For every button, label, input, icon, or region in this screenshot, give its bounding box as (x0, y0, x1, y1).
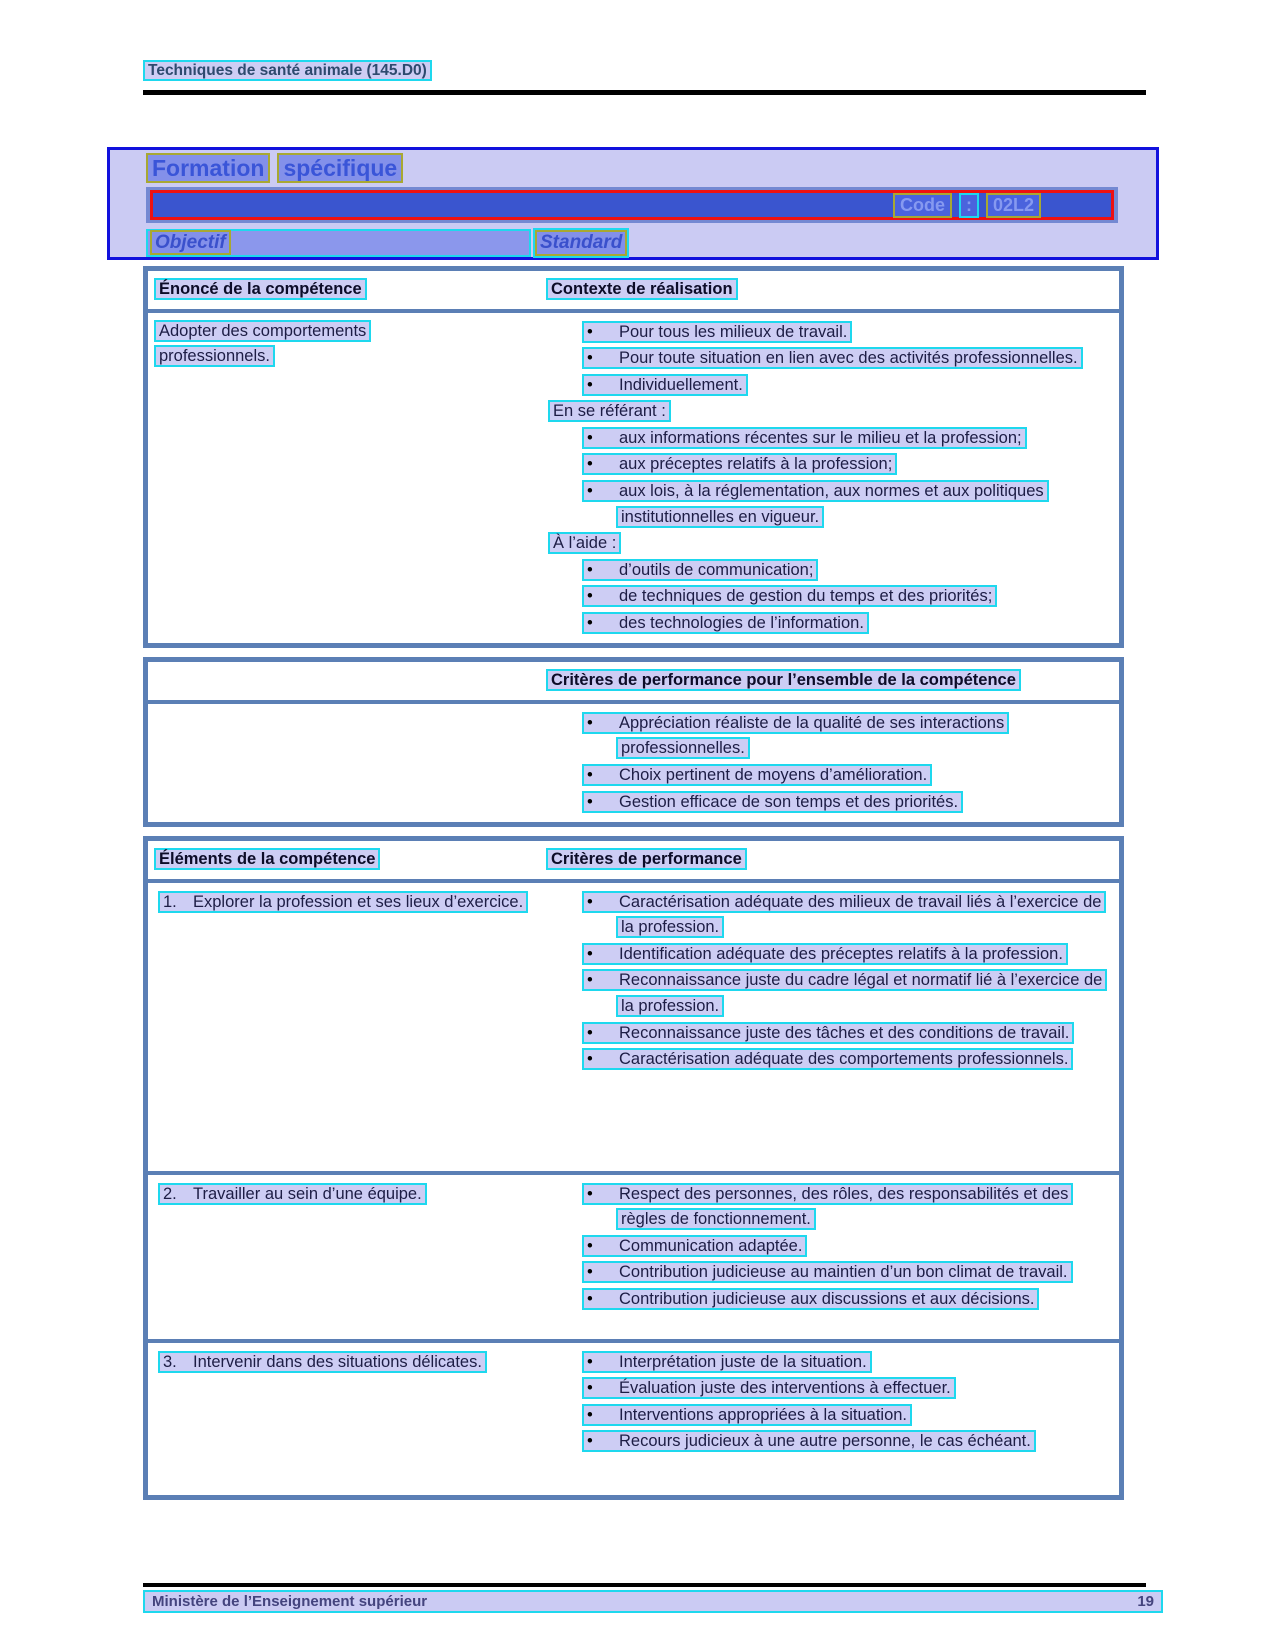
enonce-text: Adopter des comportements professionnels. (154, 320, 371, 368)
objectif-standard-row (146, 229, 1156, 257)
formation-box (107, 147, 1159, 260)
criterion-text: • Contribution judicieuse aux discussions et aux décisions. (582, 1288, 1039, 1310)
competence-table-header-row (148, 271, 1119, 309)
context-bullet (546, 320, 1111, 346)
context-bullet-text: • aux lois, à la réglementation, aux normes et aux politiques institutionnelles en vigueur. (582, 480, 1049, 528)
global-criteria-header-row (148, 662, 1119, 700)
element-text: Travailler au sein d’une équipe. (193, 1184, 422, 1203)
enonce-text-wrap (154, 319, 466, 370)
global-criteria-header-label: Critères de performance pour l’ensemble de la compétence (546, 669, 1021, 691)
context-bullet (546, 373, 1111, 399)
context-bullet (546, 452, 1111, 478)
criterion-text: • Communication adaptée. (582, 1235, 807, 1257)
element-text: Explorer la profession et ses lieux d’exercice. (193, 892, 524, 911)
header-enonce-label: Énoncé de la compétence (154, 278, 367, 300)
element-number: 3. (163, 1352, 177, 1371)
code-bar (150, 190, 1114, 220)
context-bullet (546, 479, 1111, 530)
criteria-cell (540, 1343, 1119, 1495)
criterion (546, 942, 1111, 968)
footer-ministry: Ministère de l’Enseignement supérieur (152, 1593, 428, 1610)
criteria-cell (540, 883, 1119, 1171)
criterion (546, 1260, 1111, 1286)
header-cell-elements (148, 841, 540, 879)
global-criterion (546, 790, 1111, 816)
section-title-word: Formation (146, 153, 270, 183)
criterion-text: • Contribution judicieuse au maintien d’un bon climat de travail. (582, 1261, 1073, 1283)
criterion-text: • Identification adéquate des préceptes relatifs à la profession. (582, 943, 1068, 965)
criterion (546, 1021, 1111, 1047)
referring-label-line (548, 399, 1111, 425)
element-text: Intervenir dans des situations délicates. (193, 1352, 482, 1371)
context-bullet-text: • Individuellement. (582, 374, 748, 396)
context-bullet (546, 346, 1111, 372)
code-separator: : (959, 193, 979, 218)
objectif-box (146, 229, 531, 257)
global-criterion (546, 711, 1111, 762)
criterion-text: • Respect des personnes, des rôles, des responsabilités et des règles de fonctionnement. (582, 1183, 1073, 1231)
criterion (546, 1376, 1111, 1402)
element-row-1 (148, 879, 1119, 1171)
criterion-text: • Interprétation juste de la situation. (582, 1351, 872, 1373)
document-title: Techniques de santé animale (145.D0) (143, 60, 432, 81)
criterion (546, 1234, 1111, 1260)
criterion (546, 1403, 1111, 1429)
element-statement (154, 890, 536, 916)
running-header (143, 62, 1146, 80)
elements-table-header-row (148, 841, 1119, 879)
criterion-text: • Évaluation juste des interventions à effectuer. (582, 1377, 956, 1399)
criterion (546, 1287, 1111, 1313)
criterion-text: • Caractérisation adéquate des comportements professionnels. (582, 1048, 1073, 1070)
empty-header-cell (148, 662, 540, 700)
element-number: 1. (163, 892, 177, 911)
criterion (546, 968, 1111, 1019)
context-bullet-text: • des technologies de l’information. (582, 612, 869, 634)
criterion-text: • Recours judicieux à une autre personne, le cas échéant. (582, 1430, 1036, 1452)
element-number: 2. (163, 1184, 177, 1203)
element-row-3 (148, 1339, 1119, 1495)
footer-page-number: 19 (1137, 1593, 1154, 1610)
context-bullet (546, 426, 1111, 452)
context-bullet-text: • aux informations récentes sur le milieu et la profession; (582, 427, 1027, 449)
context-bullet-text: • d’outils de communication; (582, 559, 818, 581)
global-criteria-cell (540, 704, 1119, 822)
elements-table (143, 836, 1124, 1500)
section-title-word: spécifique (277, 153, 403, 183)
aid-label: À l’aide : (548, 532, 621, 554)
criterion (546, 1047, 1111, 1073)
global-criteria-table (143, 657, 1124, 827)
global-criterion-text: • Choix pertinent de moyens d’amélioration. (582, 764, 932, 786)
header-criteres-label: Critères de performance (546, 848, 747, 870)
criterion (546, 1429, 1111, 1455)
global-criterion (546, 763, 1111, 789)
code-bar-shadow (146, 187, 1118, 223)
context-bullet-text: • Pour toute situation en lien avec des activités professionnelles. (582, 347, 1083, 369)
header-rule (143, 90, 1146, 95)
competence-table-body-row (148, 309, 1119, 644)
global-criteria-header-cell (540, 662, 1119, 700)
criterion-text: • Reconnaissance juste du cadre légal et normatif lié à l’exercice de la profession. (582, 969, 1107, 1017)
contexte-cell (540, 313, 1119, 644)
enonce-cell (148, 313, 540, 644)
standard-label: Standard (535, 230, 627, 256)
header-cell-contexte (540, 271, 1119, 309)
context-bullet (546, 611, 1111, 637)
criterion-text: • Reconnaissance juste des tâches et des conditions de travail. (582, 1022, 1074, 1044)
context-bullet (546, 558, 1111, 584)
page-footer (143, 1590, 1163, 1613)
element-statement (154, 1350, 536, 1376)
header-cell-criteres (540, 841, 1119, 879)
code-value: 02L2 (986, 193, 1041, 218)
element-cell (148, 883, 540, 1171)
section-title (146, 155, 1156, 182)
context-bullet-text: • aux préceptes relatifs à la profession; (582, 453, 897, 475)
objectif-label: Objectif (150, 230, 231, 255)
criteria-cell (540, 1175, 1119, 1339)
global-criterion-text: • Gestion efficace de son temps et des priorités. (582, 791, 963, 813)
criterion-text: • Interventions appropriées à la situation. (582, 1404, 912, 1426)
header-contexte-label: Contexte de réalisation (546, 278, 738, 300)
element-cell (148, 1175, 540, 1339)
tables-area (143, 266, 1124, 1509)
empty-body-cell (148, 704, 540, 822)
criterion (546, 890, 1111, 941)
global-criteria-body-row (148, 700, 1119, 822)
code-label: Code (893, 193, 952, 218)
context-bullet-text: • de techniques de gestion du temps et des priorités; (582, 585, 997, 607)
header-cell-enonce (148, 271, 540, 309)
context-bullet (546, 584, 1111, 610)
referring-label: En se référant : (548, 400, 671, 422)
global-criterion-text: • Appréciation réaliste de la qualité de ses interactions professionnelles. (582, 712, 1009, 760)
context-bullet-text: • Pour tous les milieux de travail. (582, 321, 852, 343)
criterion (546, 1182, 1111, 1233)
header-elements-label: Éléments de la compétence (154, 848, 380, 870)
criterion (546, 1350, 1111, 1376)
competence-table (143, 266, 1124, 648)
element-row-2 (148, 1171, 1119, 1339)
element-statement (154, 1182, 536, 1208)
footer-rule (143, 1583, 1146, 1587)
criterion-text: • Caractérisation adéquate des milieux de travail liés à l’exercice de la profession. (582, 891, 1106, 939)
element-cell (148, 1343, 540, 1495)
aid-label-line (548, 531, 1111, 557)
